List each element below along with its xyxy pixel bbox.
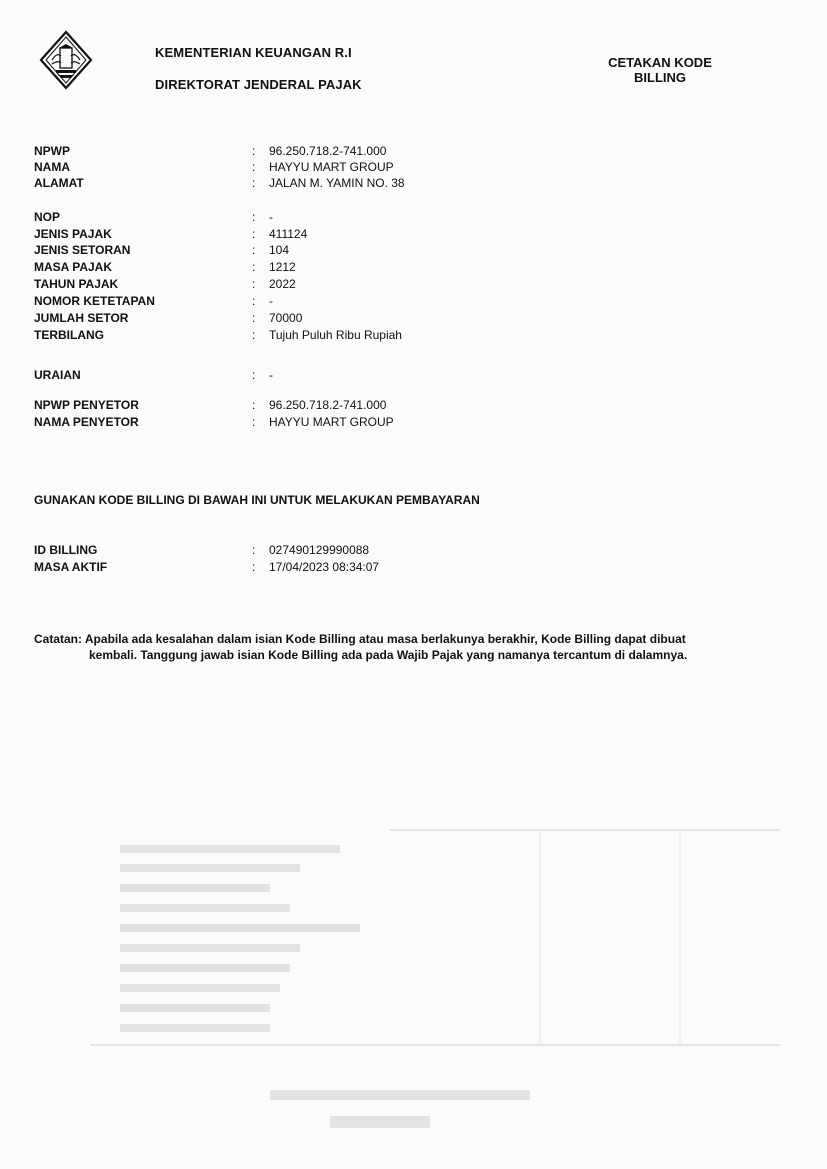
- jenis-setoran-row: [34, 242, 734, 258]
- jenis-setoran-label: JENIS SETORAN: [34, 243, 131, 257]
- npwp-penyetor-row: [34, 397, 734, 413]
- terbilang-row: [34, 327, 734, 343]
- nop-label: NOP: [34, 210, 61, 224]
- uraian-label: URAIAN: [34, 368, 81, 382]
- separator: :: [252, 398, 256, 412]
- uraian-value: -: [269, 368, 273, 382]
- id-billing-value: 027490129990088: [269, 543, 370, 557]
- masa-pajak-label: MASA PAJAK: [34, 260, 113, 274]
- masa-pajak-row: [34, 259, 734, 275]
- jumlah-setor-row: [34, 310, 734, 326]
- separator: :: [252, 227, 256, 241]
- alamat-value: JALAN M. YAMIN NO. 38: [269, 176, 405, 190]
- npwp-penyetor-value: 96.250.718.2-741.000: [269, 398, 387, 412]
- nomor-ketetapan-label: NOMOR KETETAPAN: [34, 294, 155, 308]
- nama-label: NAMA: [34, 160, 70, 174]
- document-title-line2: BILLING: [634, 70, 686, 85]
- nama-penyetor-label: NAMA PENYETOR: [34, 415, 139, 429]
- tahun-pajak-label: TAHUN PAJAK: [34, 277, 119, 291]
- ministry-emblem-icon: [38, 30, 94, 90]
- jenis-pajak-value: 411124: [269, 227, 308, 241]
- separator: :: [252, 328, 256, 342]
- directorate-name: DIREKTORAT JENDERAL PAJAK: [155, 77, 362, 92]
- separator: :: [252, 260, 256, 274]
- separator: :: [252, 210, 256, 224]
- separator: :: [252, 415, 256, 429]
- masa-aktif-row: [34, 559, 734, 575]
- tahun-pajak-value: 2022: [269, 277, 296, 291]
- terbilang-label: TERBILANG: [34, 328, 104, 342]
- masa-aktif-value: 17/04/2023 08:34:07: [269, 560, 380, 574]
- jumlah-setor-label: JUMLAH SETOR: [34, 311, 129, 325]
- alamat-row: [34, 175, 734, 191]
- tahun-pajak-row: [34, 276, 734, 292]
- nop-value: -: [269, 210, 273, 224]
- jenis-setoran-value: 104: [269, 243, 290, 257]
- separator: :: [252, 144, 256, 158]
- separator: :: [252, 543, 256, 557]
- nama-row: [34, 159, 734, 175]
- separator: :: [252, 160, 256, 174]
- separator: :: [252, 311, 256, 325]
- masa-aktif-label: MASA AKTIF: [34, 560, 108, 574]
- separator: :: [252, 368, 256, 382]
- separator: :: [252, 243, 256, 257]
- masa-pajak-value: 1212: [269, 260, 296, 274]
- jumlah-setor-value: 70000: [269, 311, 303, 325]
- nomor-ketetapan-value: -: [269, 294, 273, 308]
- note-line1: Catatan: Apabila ada kesalahan dalam isian Kode Billing atau masa berlakunya berakhir, Kode Billing dapat dibuat: [34, 632, 686, 646]
- jenis-pajak-label: JENIS PAJAK: [34, 227, 112, 241]
- nama-penyetor-row: [34, 414, 734, 430]
- nomor-ketetapan-row: [34, 293, 734, 309]
- note: [34, 631, 734, 663]
- npwp-label: NPWP: [34, 144, 70, 158]
- id-billing-label: ID BILLING: [34, 543, 98, 557]
- alamat-label: ALAMAT: [34, 176, 84, 190]
- npwp-penyetor-label: NPWP PENYETOR: [34, 398, 139, 412]
- ministry-name: KEMENTERIAN KEUANGAN R.I: [155, 45, 352, 60]
- separator: :: [252, 277, 256, 291]
- bleed-through-table: [90, 800, 790, 1140]
- npwp-row: [34, 143, 734, 159]
- document-title-line1: CETAKAN KODE: [608, 55, 712, 70]
- note-line2: kembali. Tanggung jawab isian Kode Billing ada pada Wajib Pajak yang namanya tercantum di dalamnya.: [89, 648, 688, 662]
- document-title: [590, 55, 730, 85]
- npwp-value: 96.250.718.2-741.000: [269, 144, 387, 158]
- terbilang-value: Tujuh Puluh Ribu Rupiah: [269, 328, 402, 342]
- payment-instruction: GUNAKAN KODE BILLING DI BAWAH INI UNTUK MELAKUKAN PEMBAYARAN: [34, 493, 480, 507]
- nama-value: HAYYU MART GROUP: [269, 160, 394, 174]
- jenis-pajak-row: [34, 226, 734, 242]
- id-billing-row: [34, 542, 734, 558]
- nop-row: [34, 209, 734, 225]
- separator: :: [252, 294, 256, 308]
- separator: :: [252, 560, 256, 574]
- nama-penyetor-value: HAYYU MART GROUP: [269, 415, 394, 429]
- uraian-row: [34, 367, 734, 383]
- separator: :: [252, 176, 256, 190]
